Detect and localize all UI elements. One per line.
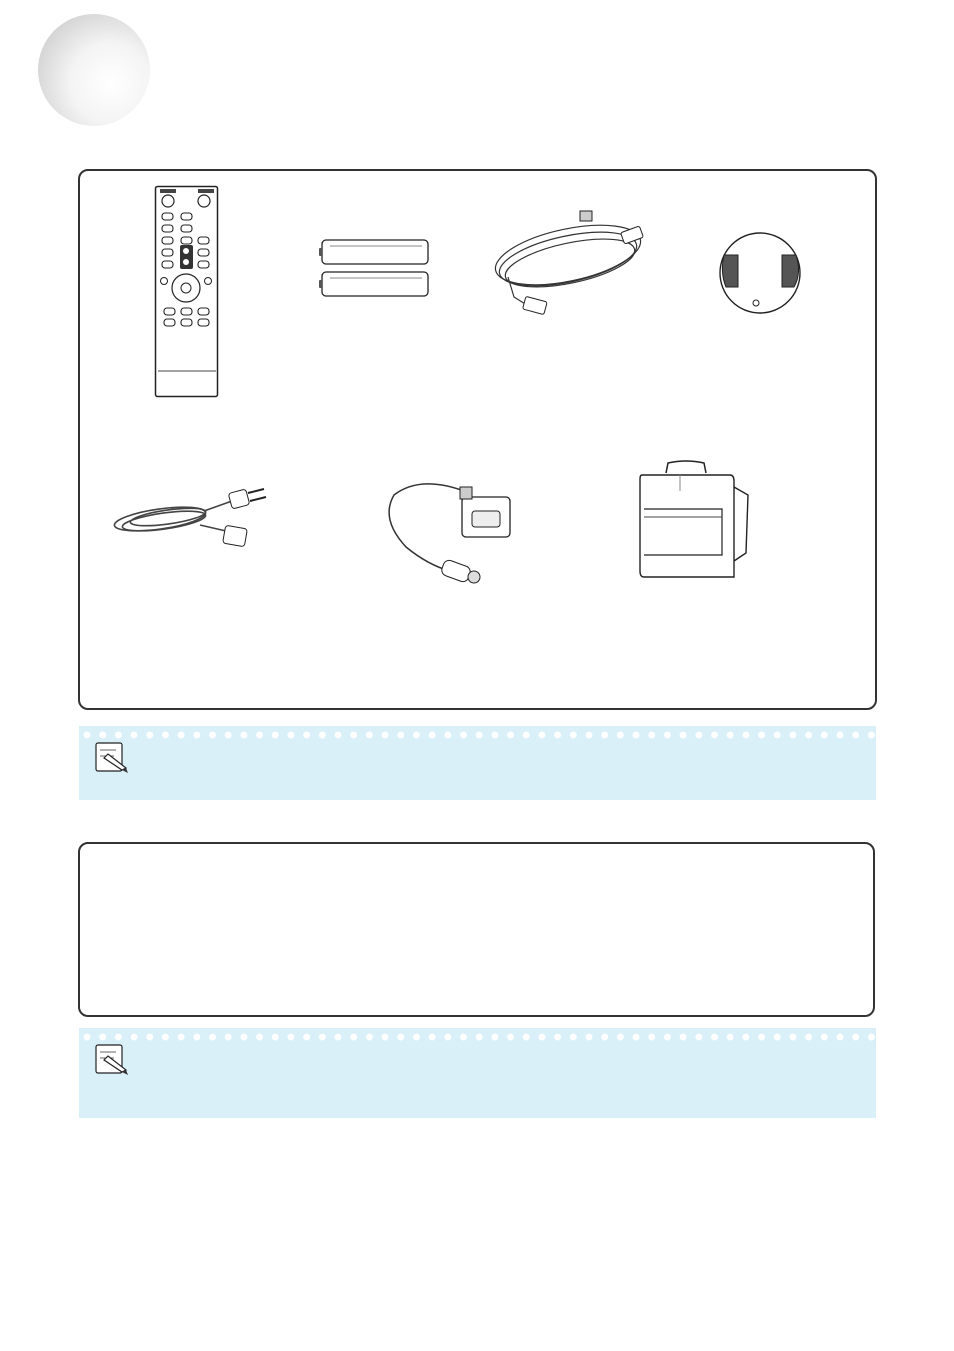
empty-content-box	[78, 842, 875, 1017]
corner-circle-decoration	[38, 14, 150, 126]
carrying-bag-icon	[636, 459, 752, 583]
note-band	[79, 726, 876, 800]
remote-control-icon	[154, 185, 220, 399]
pencil-note-icon	[90, 740, 130, 776]
serial-adaptor-cable-icon	[380, 471, 520, 587]
power-cord-icon	[108, 481, 272, 555]
note-band-dotted-edge	[79, 1028, 876, 1042]
rgb-cable-icon	[488, 207, 658, 327]
accessories-box	[78, 169, 877, 710]
lens-cap-icon	[716, 229, 806, 315]
note-band-dotted-edge	[79, 726, 876, 740]
note-band	[79, 1028, 876, 1118]
batteries-icon	[318, 237, 432, 303]
pencil-note-icon	[90, 1042, 130, 1078]
